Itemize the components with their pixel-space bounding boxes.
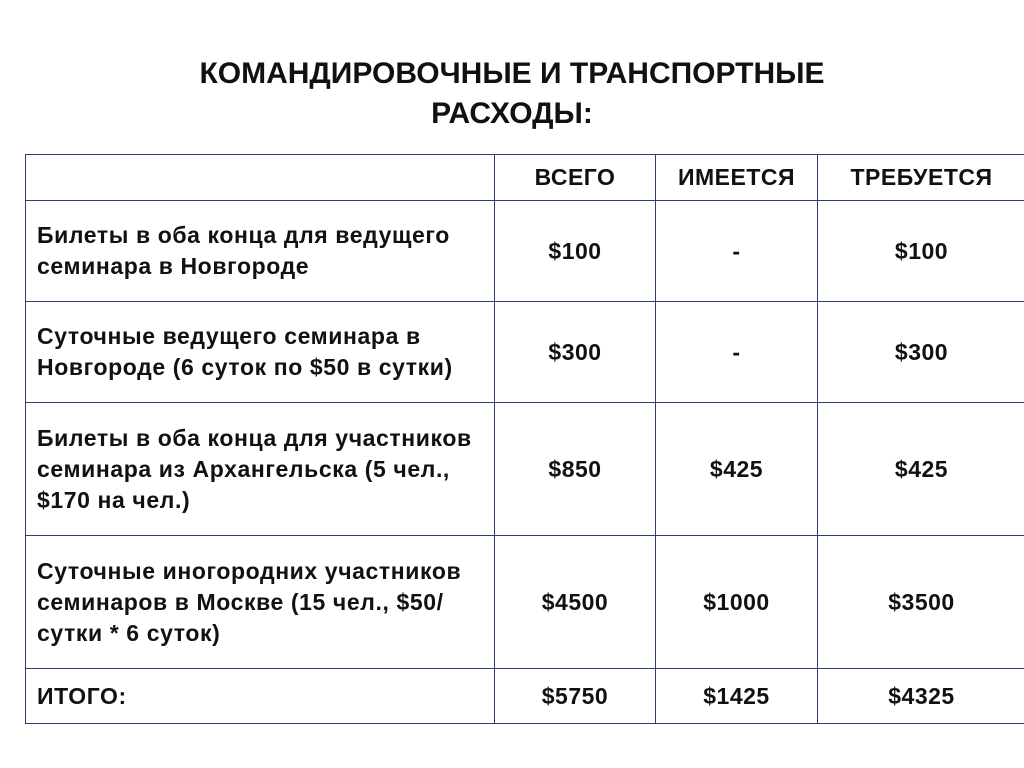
cell-need: $4325: [818, 669, 1024, 724]
cell-total: $850: [495, 403, 656, 536]
cell-have: $1425: [656, 669, 818, 724]
table-row: [26, 403, 1024, 536]
expenses-table: [25, 154, 1024, 724]
table-header-row: [26, 155, 1024, 201]
cell-total: $300: [495, 302, 656, 403]
table-row: [26, 536, 1024, 669]
row-label-total: ИТОГО:: [26, 669, 495, 724]
row-label: Билеты в оба конца для ведущего семинара в Новгороде: [26, 201, 495, 302]
table-row: [26, 302, 1024, 403]
page-title: [0, 54, 1024, 134]
cell-need: $100: [818, 201, 1024, 302]
column-header-have: ИМЕЕТСЯ: [656, 155, 818, 201]
cell-have: -: [656, 201, 818, 302]
cell-have: $1000: [656, 536, 818, 669]
cell-total: $5750: [495, 669, 656, 724]
cell-total: $4500: [495, 536, 656, 669]
cell-total: $100: [495, 201, 656, 302]
cell-need: $3500: [818, 536, 1024, 669]
table-row: [26, 201, 1024, 302]
cell-need: $300: [818, 302, 1024, 403]
row-label: Суточные иногородних участников семинаров в Москве (15 чел., $50/сутки * 6 суток): [26, 536, 495, 669]
row-label: Суточные ведущего семинара в Новгороде (6 суток по $50 в сутки): [26, 302, 495, 403]
column-header-need: ТРЕБУЕТСЯ: [818, 155, 1024, 201]
cell-need: $425: [818, 403, 1024, 536]
title-line-2: РАСХОДЫ:: [431, 97, 593, 130]
table-row-total: [26, 669, 1024, 724]
column-header-empty: [26, 155, 495, 201]
cell-have: -: [656, 302, 818, 403]
column-header-total: ВСЕГО: [495, 155, 656, 201]
title-line-1: КОМАНДИРОВОЧНЫЕ И ТРАНСПОРТНЫЕ: [199, 57, 825, 90]
cell-have: $425: [656, 403, 818, 536]
row-label: Билеты в оба конца для участников семинара из Архангельска (5 чел., $170 на чел.): [26, 403, 495, 536]
